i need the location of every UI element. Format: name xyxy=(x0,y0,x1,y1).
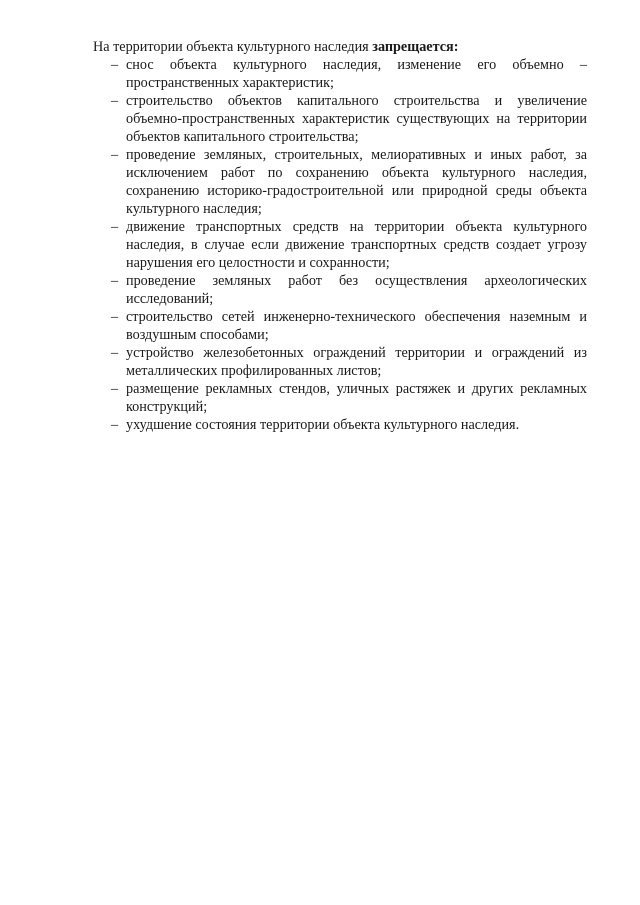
dash-bullet: – xyxy=(111,57,119,73)
dash-bullet: – xyxy=(111,381,119,397)
list-item-text: устройство железобетонных ограждений территории и ограждений из металлических профилированных листов; xyxy=(126,345,587,379)
document-page xyxy=(93,38,587,434)
list-item xyxy=(93,344,587,380)
list-item xyxy=(93,416,587,434)
list-item xyxy=(93,380,587,416)
dash-bullet: – xyxy=(111,219,119,235)
list-item xyxy=(93,218,587,272)
intro-bold-text: запрещается: xyxy=(372,39,459,55)
list-item-text: снос объекта культурного наследия, изменение его объемно – пространственных характеристик; xyxy=(126,57,587,91)
intro-paragraph xyxy=(93,38,587,56)
list-item xyxy=(93,146,587,218)
list-item-text: строительство сетей инженерно-технического обеспечения наземным и воздушным способами; xyxy=(126,309,587,343)
intro-text: На территории объекта культурного наследия xyxy=(93,39,373,55)
list-item-text: проведение земляных работ без осуществления археологических исследований; xyxy=(126,273,587,307)
list-item-text: движение транспортных средств на территории объекта культурного наследия, в случае если движение транспортных средств создает угрозу нарушения его целостности и сохранности; xyxy=(126,219,587,271)
list-item-text: строительство объектов капитального строительства и увеличение объемно-пространственных характеристик существующих на территории объектов капитального строительства; xyxy=(126,93,587,145)
dash-bullet: – xyxy=(111,309,119,325)
list-item-text: размещение рекламных стендов, уличных растяжек и других рекламных конструкций; xyxy=(126,381,587,415)
list-item xyxy=(93,308,587,344)
dash-bullet: – xyxy=(111,147,119,163)
list-item-text: проведение земляных, строительных, мелиоративных и иных работ, за исключением работ по сохранению объекта культурного наследия, сохранению историко-градостроительной или природной среды объекта культурного наследия; xyxy=(126,147,587,217)
list-item xyxy=(93,92,587,146)
list-item xyxy=(93,272,587,308)
prohibition-list xyxy=(93,56,587,434)
dash-bullet: – xyxy=(111,417,119,433)
dash-bullet: – xyxy=(111,345,119,361)
dash-bullet: – xyxy=(111,93,119,109)
dash-bullet: – xyxy=(111,273,119,289)
list-item-text: ухудшение состояния территории объекта культурного наследия. xyxy=(126,417,520,433)
list-item xyxy=(93,56,587,92)
